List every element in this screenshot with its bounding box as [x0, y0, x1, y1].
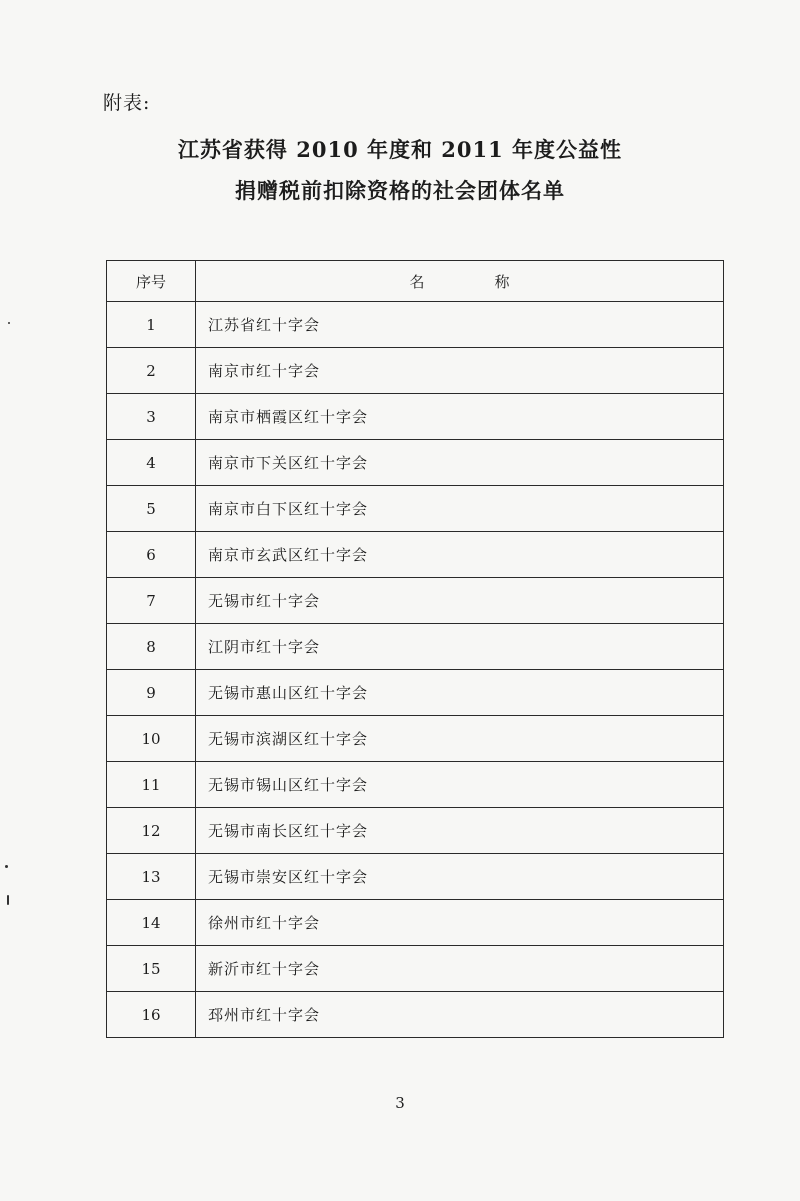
- table-row: [107, 302, 724, 348]
- table-row: [107, 992, 724, 1038]
- scan-speck: [5, 865, 8, 868]
- table-row: [107, 716, 724, 762]
- row-index: 11: [107, 762, 196, 808]
- row-index: 16: [107, 992, 196, 1038]
- row-index: 7: [107, 578, 196, 624]
- table-row: [107, 394, 724, 440]
- row-index: 15: [107, 946, 196, 992]
- table-row: [107, 762, 724, 808]
- organization-name: 无锡市南长区红十字会: [196, 808, 724, 854]
- row-index: 2: [107, 348, 196, 394]
- table-row: [107, 670, 724, 716]
- table-row: [107, 532, 724, 578]
- organization-name: 新沂市红十字会: [196, 946, 724, 992]
- row-index: 12: [107, 808, 196, 854]
- organization-name: 江阴市红十字会: [196, 624, 724, 670]
- row-index: 8: [107, 624, 196, 670]
- table-row: [107, 900, 724, 946]
- organization-name: 南京市下关区红十字会: [196, 440, 724, 486]
- row-index: 13: [107, 854, 196, 900]
- header-name-part1: 名: [409, 272, 425, 291]
- table-body: [107, 302, 724, 1038]
- table-row: [107, 578, 724, 624]
- appendix-label: 附表:: [103, 92, 151, 114]
- table-row: [107, 624, 724, 670]
- table-row: [107, 486, 724, 532]
- organization-name: 无锡市滨湖区红十字会: [196, 716, 724, 762]
- table-row: [107, 440, 724, 486]
- row-index: 10: [107, 716, 196, 762]
- table-header-row: [107, 261, 724, 302]
- header-index: 序号: [107, 261, 196, 302]
- organization-name: 江苏省红十字会: [196, 302, 724, 348]
- organization-table: [106, 260, 724, 1038]
- page-number: 3: [395, 1094, 405, 1112]
- organization-name: 南京市红十字会: [196, 348, 724, 394]
- header-name: [196, 261, 724, 302]
- table-row: [107, 348, 724, 394]
- table-row: [107, 854, 724, 900]
- organization-name: 南京市白下区红十字会: [196, 486, 724, 532]
- organization-name: 无锡市惠山区红十字会: [196, 670, 724, 716]
- organization-name: 徐州市红十字会: [196, 900, 724, 946]
- row-index: 5: [107, 486, 196, 532]
- row-index: 1: [107, 302, 196, 348]
- document-title-line-1: 江苏省获得 2010 年度和 2011 年度公益性: [177, 137, 623, 162]
- table-row: [107, 808, 724, 854]
- table-row: [107, 946, 724, 992]
- row-index: 6: [107, 532, 196, 578]
- scan-speck: [7, 895, 9, 905]
- organization-name: 南京市栖霞区红十字会: [196, 394, 724, 440]
- row-index: 14: [107, 900, 196, 946]
- document-title-line-2: 捐赠税前扣除资格的社会团体名单: [235, 178, 565, 203]
- row-index: 4: [107, 440, 196, 486]
- organization-name: 邳州市红十字会: [196, 992, 724, 1038]
- organization-name: 南京市玄武区红十字会: [196, 532, 724, 578]
- row-index: 3: [107, 394, 196, 440]
- organization-name: 无锡市崇安区红十字会: [196, 854, 724, 900]
- organization-name: 无锡市锡山区红十字会: [196, 762, 724, 808]
- scan-speck: [8, 322, 10, 324]
- row-index: 9: [107, 670, 196, 716]
- organization-name: 无锡市红十字会: [196, 578, 724, 624]
- header-name-part2: 称: [494, 272, 510, 291]
